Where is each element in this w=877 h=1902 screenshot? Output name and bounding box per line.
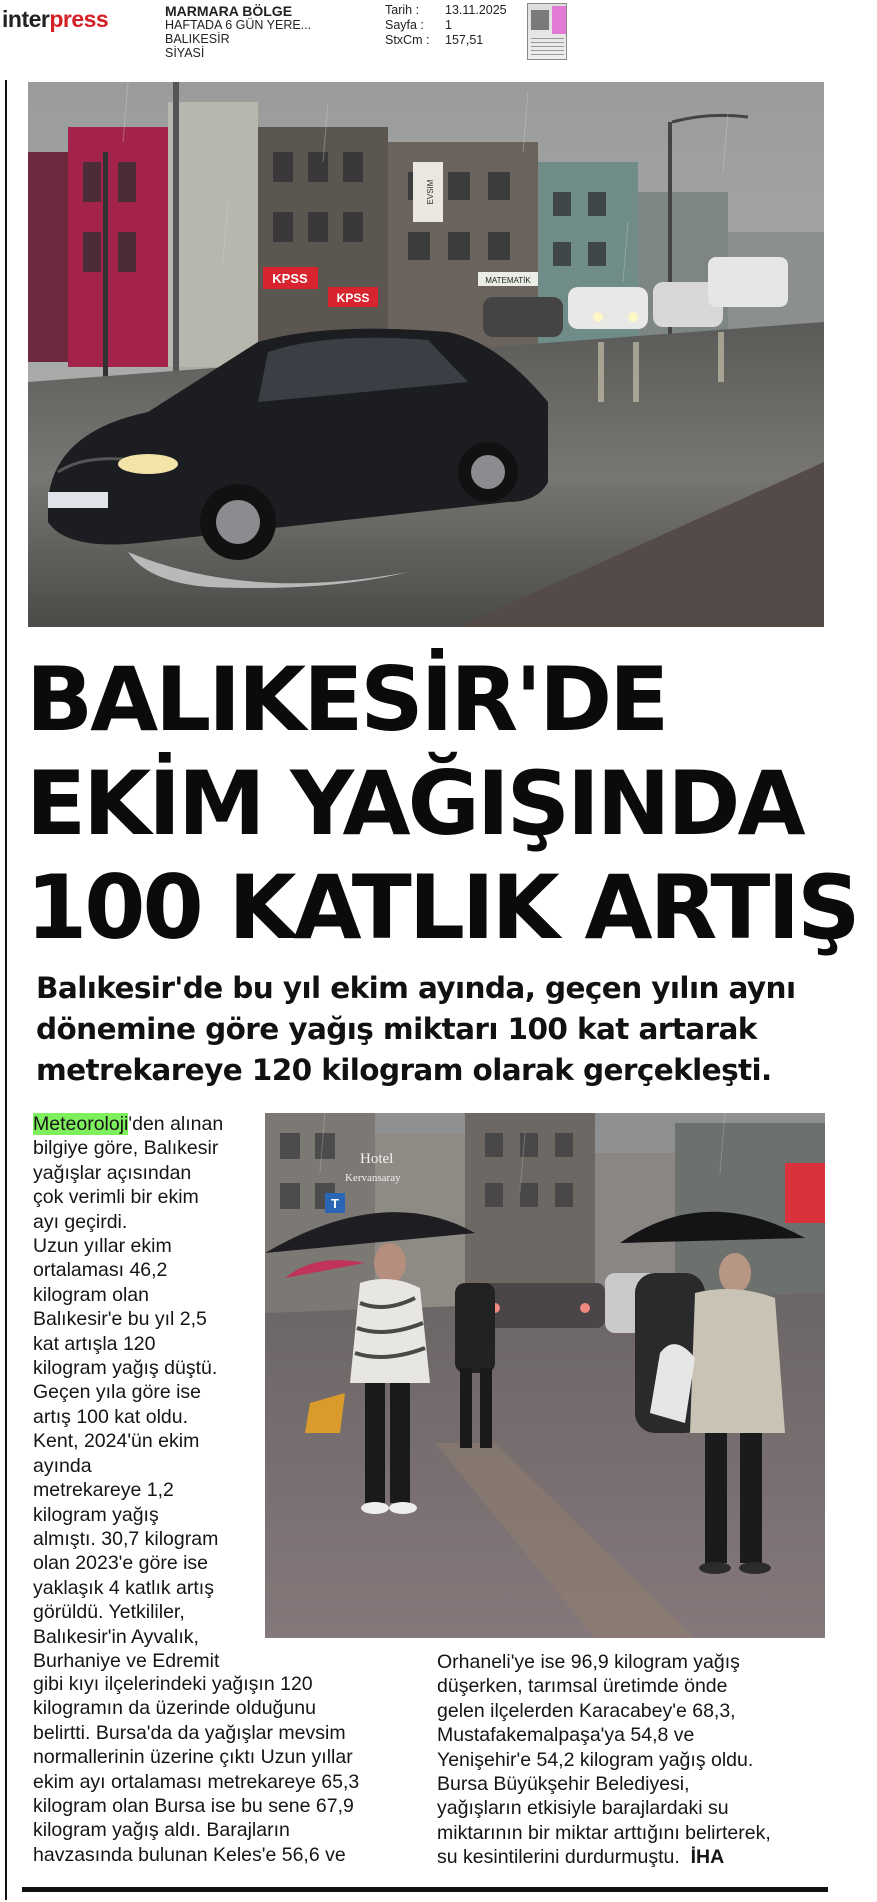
body-line: görüldü. Yetkililer, (33, 1601, 185, 1624)
publication-region: BALIKESİR (165, 32, 230, 46)
matematik-sign: MATEMATİK (485, 276, 531, 285)
rainy-street-photo (28, 82, 824, 627)
clipping-meta (385, 3, 507, 48)
rainy-street-illustration (28, 82, 824, 627)
pedestrians-illustration (265, 1113, 825, 1638)
headline-line-3: 100 KATLIK ARTIŞ (26, 856, 858, 959)
body-line: yağışların etkisiyle barajlardaki su (437, 1797, 729, 1820)
body-line: kilogram olan Bursa ise bu sene 67,9 (33, 1795, 354, 1818)
body-column-left (33, 1112, 263, 1673)
kpss-sign: KPSS (272, 271, 308, 286)
evsim-sign: EVSIM (426, 179, 435, 205)
body-line: düşerken, tarımsal üretimde önde (437, 1675, 728, 1698)
body-line: miktarının bir miktar arttığını belirterek, (437, 1821, 771, 1844)
body-column-right (437, 1650, 827, 1870)
clipping-header (0, 0, 877, 70)
body-line: metrekareye 1,2 (33, 1479, 174, 1502)
body-line: çok verimli bir ekim (33, 1186, 199, 1209)
headline-line-1: BALIKESİR'DE (26, 648, 667, 751)
publication-name: MARMARA BÖLGE (165, 3, 293, 19)
body-line: belirtti. Bursa'da da yağışlar mevsim (33, 1721, 346, 1744)
body-line: yağışlar açısından (33, 1161, 192, 1184)
body-line: Uzun yıllar ekim (33, 1235, 172, 1258)
body-line: Balıkesir'in Ayvalık, (33, 1625, 199, 1648)
subheadline: Balıkesir'de bu yıl ekim ayında, geçen yılın aynı dönemine göre yağış miktarı 100 kat artarak metrekareye 120 kilogram olarak gerçekleşti. (36, 971, 796, 1087)
body-line: gelen ilçelerden Karacabey'e 68,3, (437, 1699, 736, 1722)
body-line: yaklaşık 4 katlık artış (33, 1576, 214, 1599)
body-line: olan 2023'e göre ise (33, 1552, 209, 1575)
body-line: ortalaması 46,2 (33, 1259, 168, 1282)
body-line: kilogram yağış (33, 1503, 159, 1526)
body-line: Geçen yıla göre ise (33, 1381, 202, 1404)
page-thumbnail[interactable] (527, 3, 567, 60)
body-line: ekim ayı ortalaması metrekareye 65,3 (33, 1770, 360, 1793)
body-line: gibi kıyı ilçelerindeki yağışın 120 (33, 1673, 313, 1695)
body-line: Bursa Büyükşehir Belediyesi, (437, 1773, 690, 1796)
body-line: Kent, 2024'ün ekim (33, 1430, 200, 1453)
body-line: Burhaniye ve Edremit (33, 1649, 220, 1672)
body-line: kilogram olan (33, 1283, 149, 1306)
headline (26, 648, 858, 960)
body-line: Meteoroloji'den alınan (33, 1113, 224, 1135)
headline-line-2: EKİM YAĞIŞINDA (26, 752, 803, 855)
publication-section: SİYASİ (165, 46, 205, 60)
body-line: Orhaneli'ye ise 96,9 kilogram yağış (437, 1651, 740, 1673)
body-line: Balıkesir'e bu yıl 2,5 (33, 1308, 207, 1331)
body-line: bilgiye göre, Balıkesir (33, 1137, 219, 1160)
body-line: Yenişehir'e 54,2 kilogram yağış oldu. (437, 1748, 754, 1771)
body-column-bottom-left (33, 1672, 433, 1867)
interpress-logo: interpress (2, 6, 109, 32)
publication-frequency: HAFTADA 6 GÜN YERE... (165, 18, 312, 32)
size-row: StxCm : 157,51 (385, 33, 484, 47)
body-line: kilogram yağış düştü. (33, 1357, 218, 1380)
date-row: Tarih : 13.11.2025 (385, 3, 507, 17)
bottom-rule (22, 1887, 828, 1892)
column-rule (5, 80, 7, 1900)
umbrella-pedestrians-photo (265, 1113, 825, 1638)
highlighted-keyword: Meteoroloji (33, 1113, 129, 1135)
kpss-sign-2: KPSS (336, 291, 370, 305)
page-value: 1 (445, 18, 452, 32)
hotel-sign: Hotel (360, 1151, 394, 1167)
agency-signature: İHA (690, 1846, 725, 1869)
body-line: kat artışla 120 (33, 1332, 156, 1355)
body-line: havzasında bulunan Keles'e 56,6 ve (33, 1843, 346, 1866)
body-line: su kesintilerini durdurmuştu. İHA (437, 1846, 725, 1869)
page-row: Sayfa : 1 (385, 18, 452, 32)
body-line: Mustafakemalpaşa'ya 54,8 ve (437, 1724, 695, 1747)
body-line: almıştı. 30,7 kilogram (33, 1527, 219, 1550)
body-line: artış 100 kat oldu. (33, 1405, 189, 1428)
body-line: normallerinin üzerine çıktı Uzun yıllar (33, 1746, 353, 1769)
body-line: kilogram yağış aldı. Barajların (33, 1819, 290, 1842)
publication-info (165, 4, 311, 60)
size-value: 157,51 (445, 33, 484, 47)
parking-sign: T (331, 1196, 339, 1211)
body-line: kilogramın da üzerinde olduğunu (33, 1697, 316, 1720)
body-line: ayı geçirdi. (33, 1210, 128, 1233)
kervansaray-sign: Kervansaray (345, 1172, 401, 1184)
body-line: ayında (33, 1454, 92, 1477)
date-value: 13.11.2025 (445, 3, 507, 17)
